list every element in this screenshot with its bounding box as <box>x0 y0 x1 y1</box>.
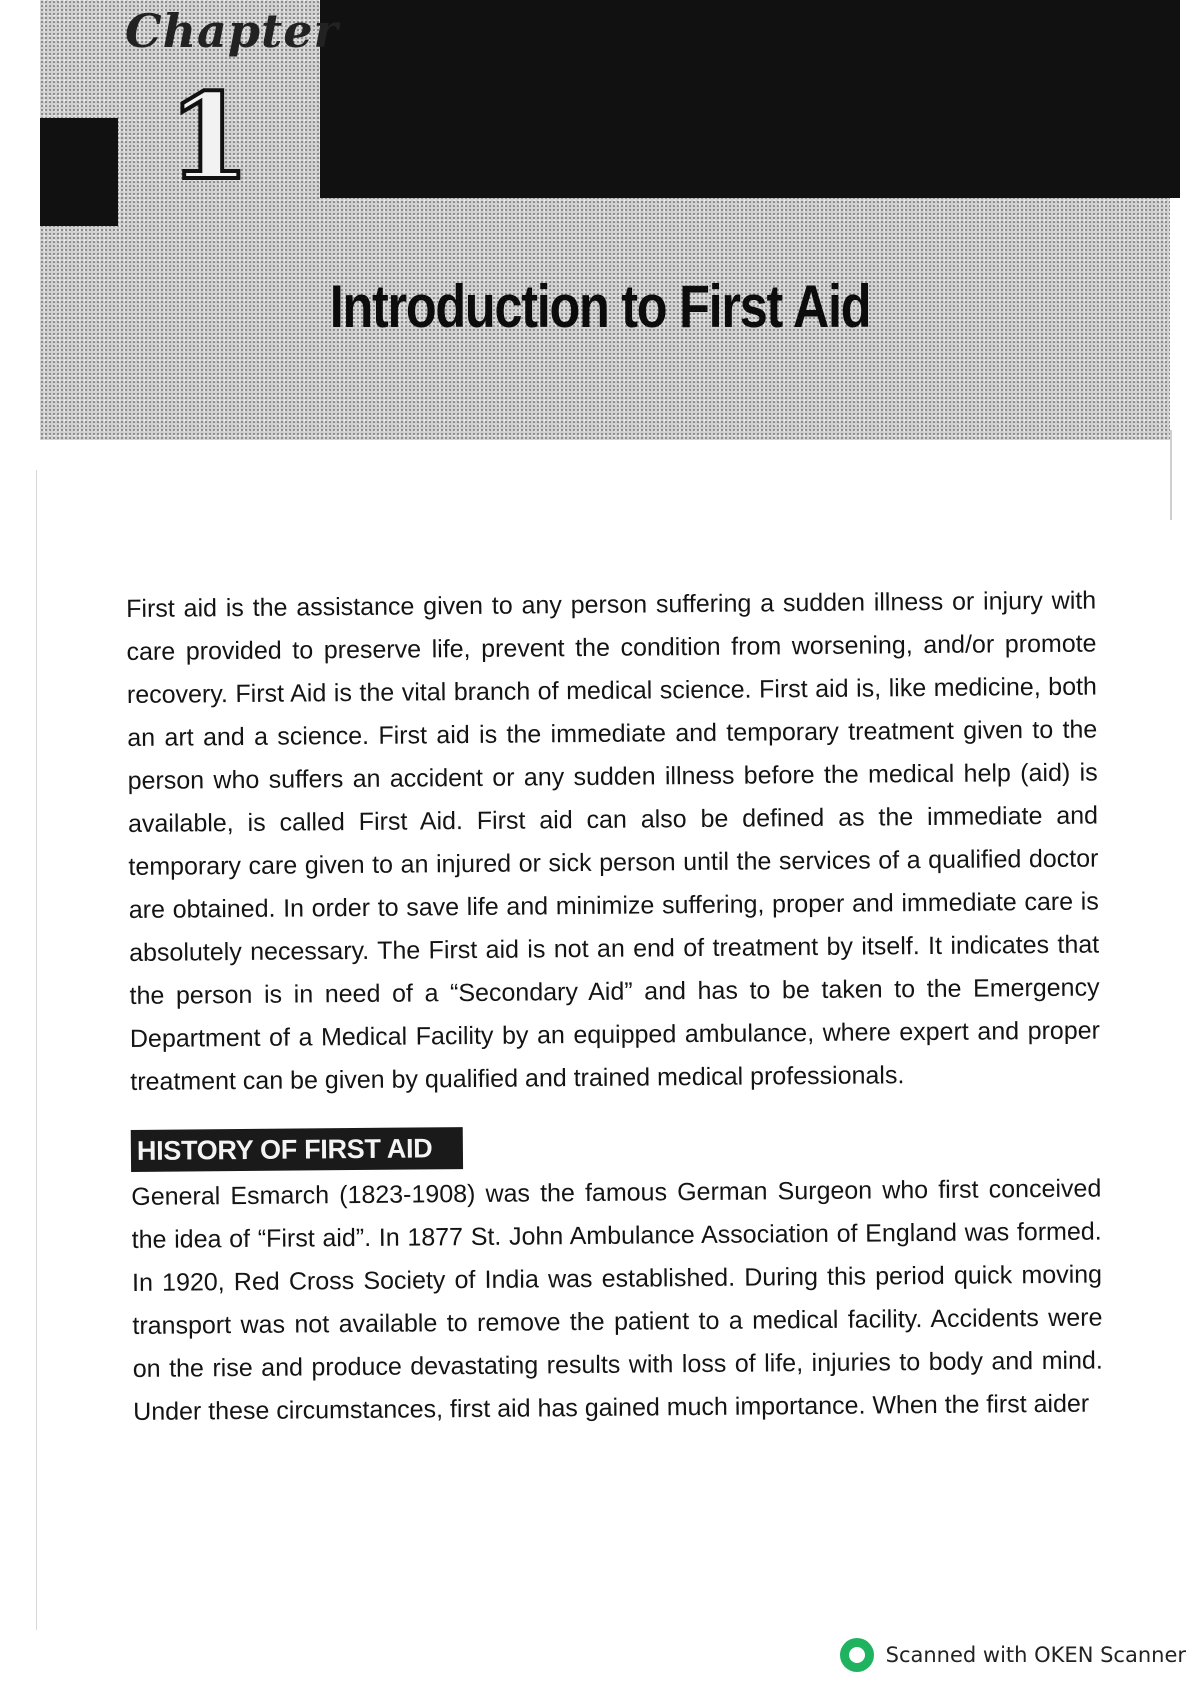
scanner-logo-icon <box>840 1638 874 1672</box>
chapter-number: 1 <box>168 67 251 206</box>
page-content <box>126 580 1103 1434</box>
intro-paragraph: First aid is the assistance given to any person suffering a sudden illness or injury with care provided to preserve life, prevent the condition from worsening, and/or promote recovery. First Aid is the vital branch of medical science. First aid is, like medicine, both an art and a science. First aid is the immediate and temporary treatment given to the person who suffers an accident or any sudden illness before the medical help (aid) is available, is called First Aid. First aid can also be defined as the immediate and temporary care given to an injured or sick person until the services of a qualified doctor are obtained. In order to save life and minimize suffering, proper and immediate care is absolutely necessary. The First aid is not an end of treatment by itself. It indicates that the person is in need of a “Secondary Aid” and has to be taken to the Emergency Department of a Medical Facility by an equipped ambulance, where expert and proper treatment can be given by qualified and trained medical professionals. <box>126 586 1101 1096</box>
page-edge-mark <box>1170 430 1172 520</box>
watermark-text: Scanned with OKEN Scanner <box>885 1643 1186 1667</box>
header-black-bar <box>320 0 1180 198</box>
history-paragraph: General Esmarch (1823-1908) was the famous German Surgeon who first conceived the idea of “First aid”. In 1877 St. John Ambulance Association of England was formed. In 1920, Red Cross Society of India was established. During this period quick moving transport was not available to remove the patient to a medical facility. Accidents were on the rise and produce devastating results with loss of life, injuries to body and mind. Under these circumstances, first aid has gained much importance. When the first aider <box>131 1174 1103 1426</box>
chapter-title: Introduction to First Aid <box>329 273 871 340</box>
page-edge-line <box>36 470 37 1630</box>
section-heading-history: HISTORY OF FIRST AID <box>131 1127 463 1172</box>
chapter-label: Chapter <box>125 4 339 58</box>
scanner-watermark <box>840 1638 1186 1672</box>
header-black-tab <box>40 118 118 226</box>
